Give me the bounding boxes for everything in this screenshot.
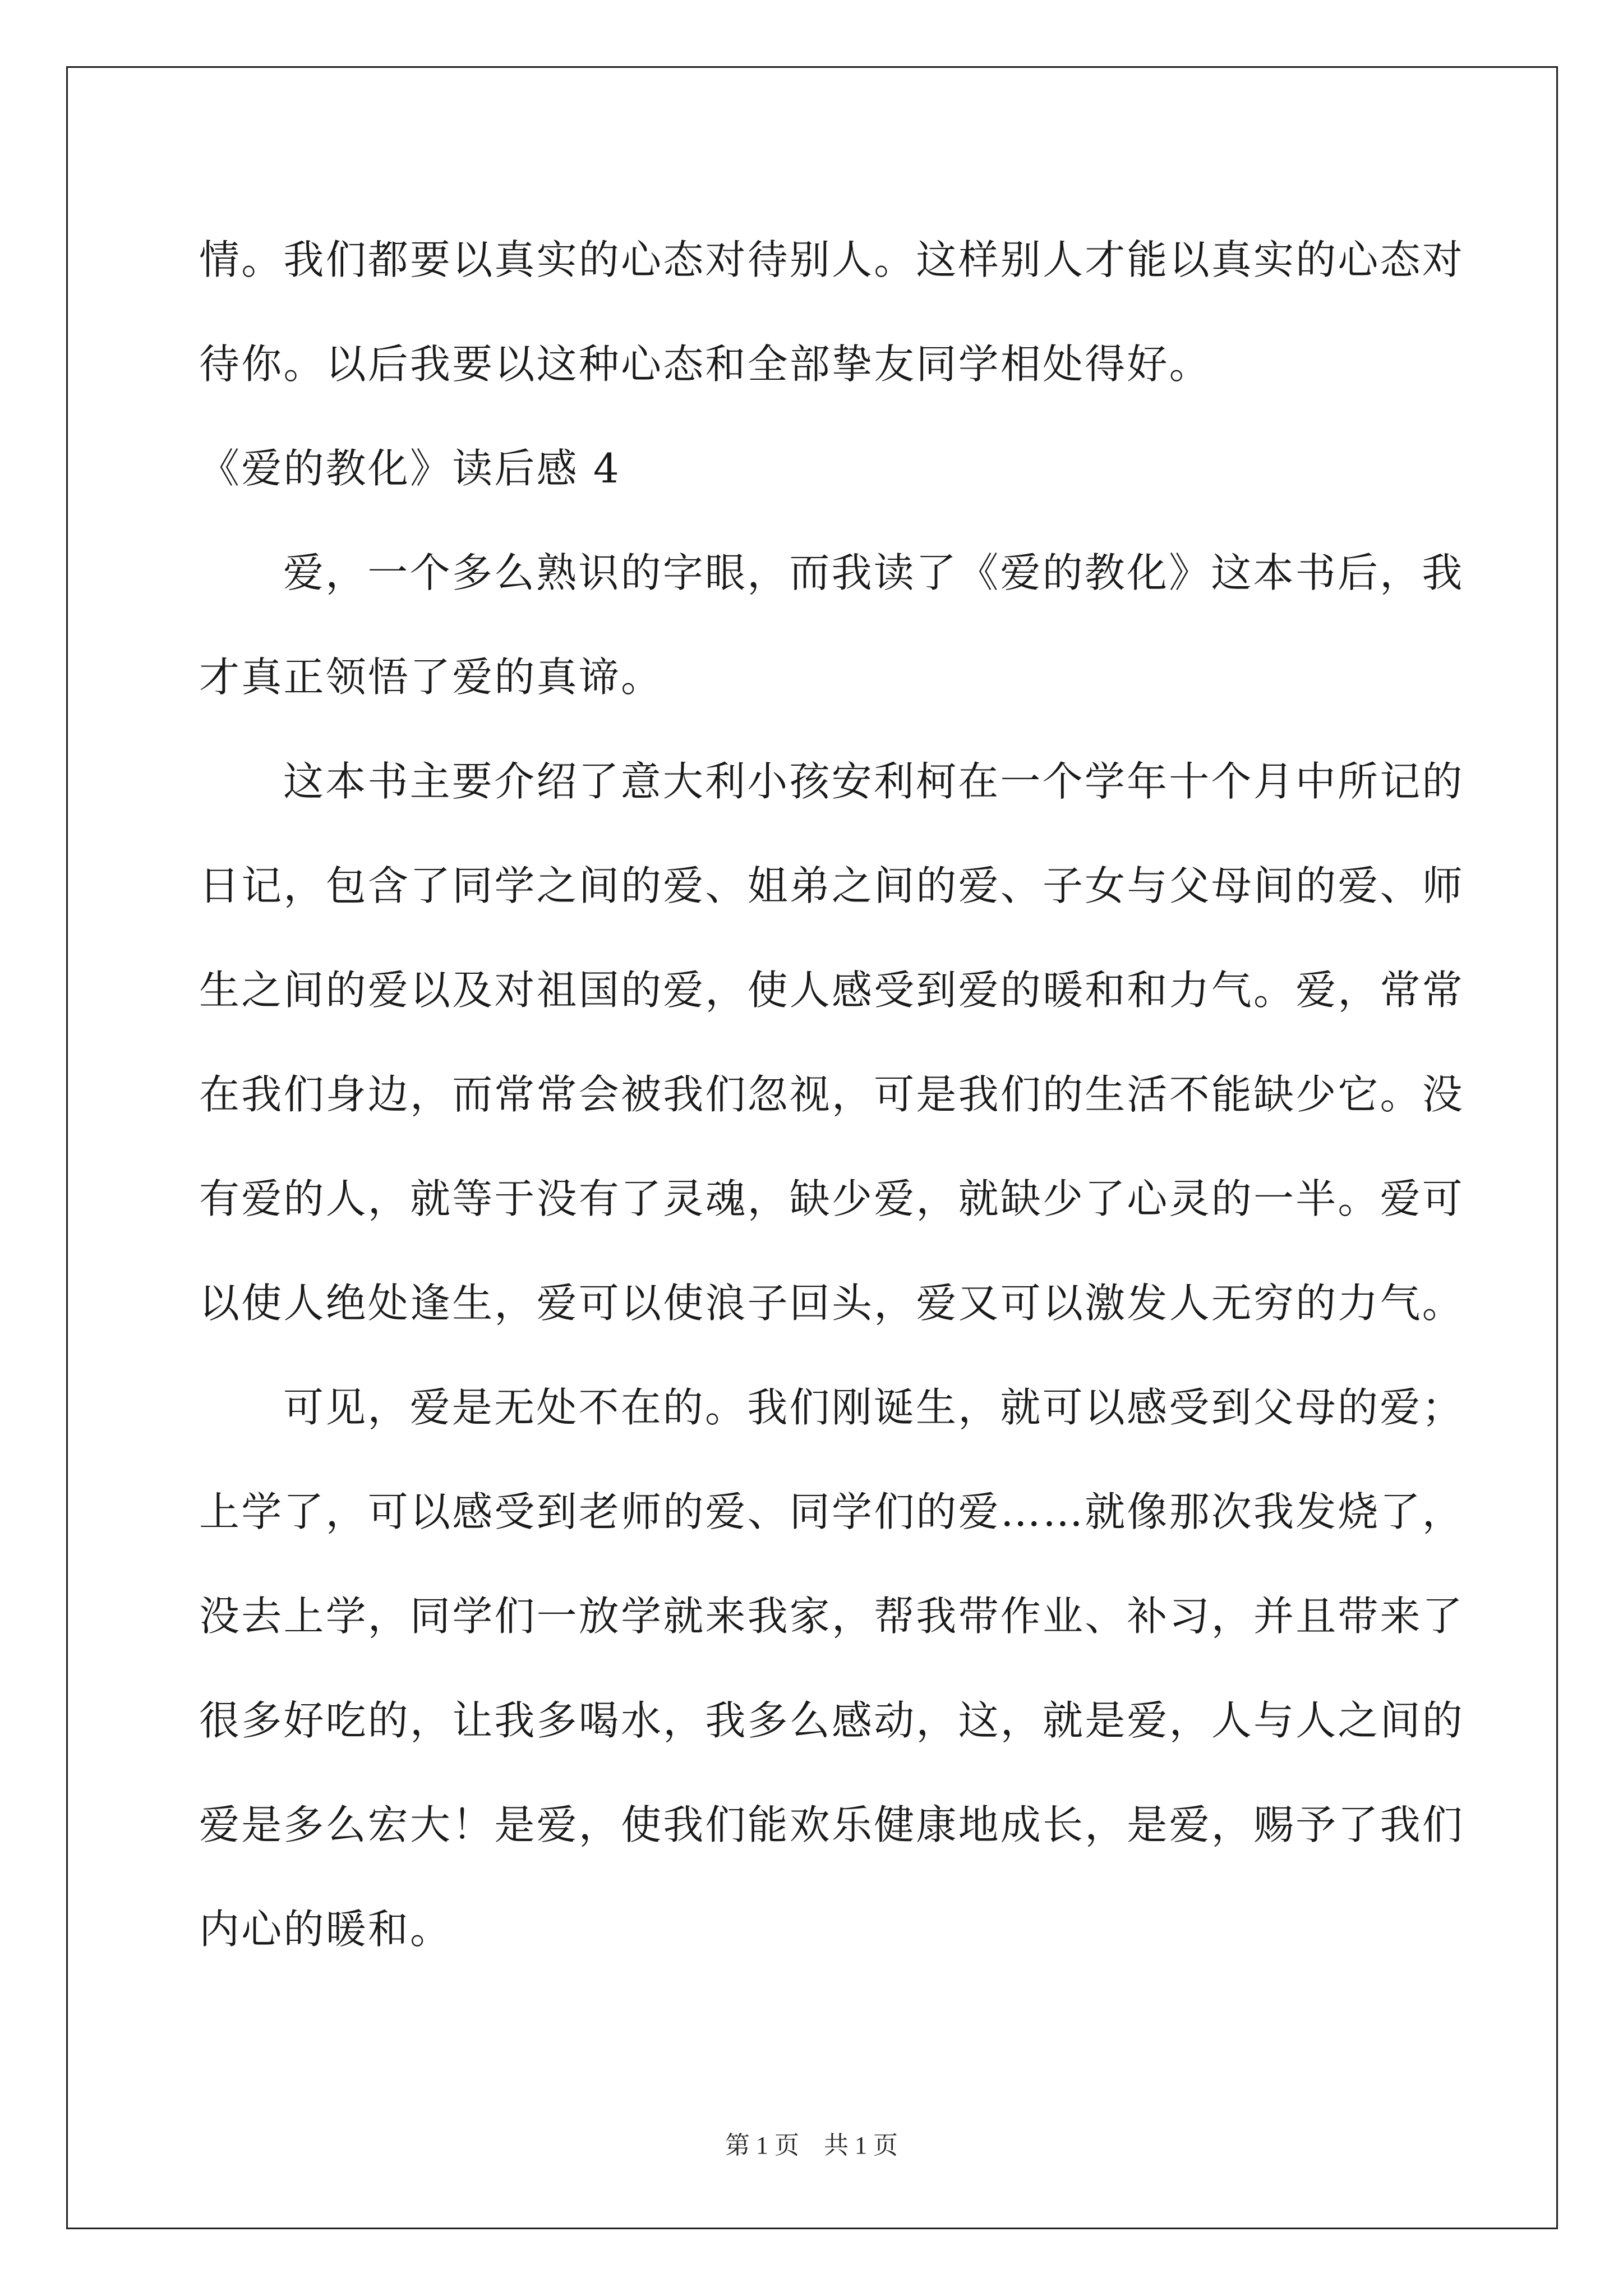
document-body [199,208,1465,1981]
text-line: 爱是多么宏大！是爱，使我们能欢乐健康地成长，是爱，赐予了我们 [199,1801,1465,1848]
text-line: 待你。以后我要以这种心态和全部挚友同学相处得好。 [199,341,1211,388]
section-heading: 《爱的教化》读后感 4 [199,445,621,492]
text-line: 有爱的人，就等于没有了灵魂，缺少爱，就缺少了心灵的一半。爱可 [199,1175,1465,1222]
text-line: 情。我们都要以真实的心态对待别人。这样别人才能以真实的心态对 [199,236,1465,283]
text-line: 日记，包含了同学之间的爱、姐弟之间的爱、子女与父母间的爱、师 [199,862,1465,909]
text-line: 很多好吃的，让我多喝水，我多么感动，这，就是爱，人与人之间的 [199,1697,1465,1744]
text-line: 没去上学，同学们一放学就来我家，帮我带作业、补习，并且带来了 [199,1593,1465,1640]
text-line: 以使人绝处逢生，爱可以使浪子回头，爱又可以激发人无穷的力气。 [199,1280,1465,1327]
text-line: 上学了，可以感受到老师的爱、同学们的爱……就像那次我发烧了， [199,1488,1465,1535]
page-number-footer: 第 1 页 共 1 页 [725,2132,898,2159]
text-line: 内心的暖和。 [199,1906,453,1953]
text-line: 才真正领悟了爱的真谛。 [199,654,663,701]
text-line: 生之间的爱以及对祖国的爱，使人感受到爱的暖和和力气。爱，常常 [199,967,1465,1014]
text-line: 可见，爱是无处不在的。我们刚诞生，就可以感受到父母的爱； [283,1384,1464,1431]
text-line: 这本书主要介绍了意大利小孩安利柯在一个学年十个月中所记的 [283,758,1464,805]
text-line: 爱，一个多么熟识的字眼，而我读了《爱的教化》这本书后，我 [283,549,1464,596]
text-line: 在我们身边，而常常会被我们忽视，可是我们的生活不能缺少它。没 [199,1071,1465,1118]
